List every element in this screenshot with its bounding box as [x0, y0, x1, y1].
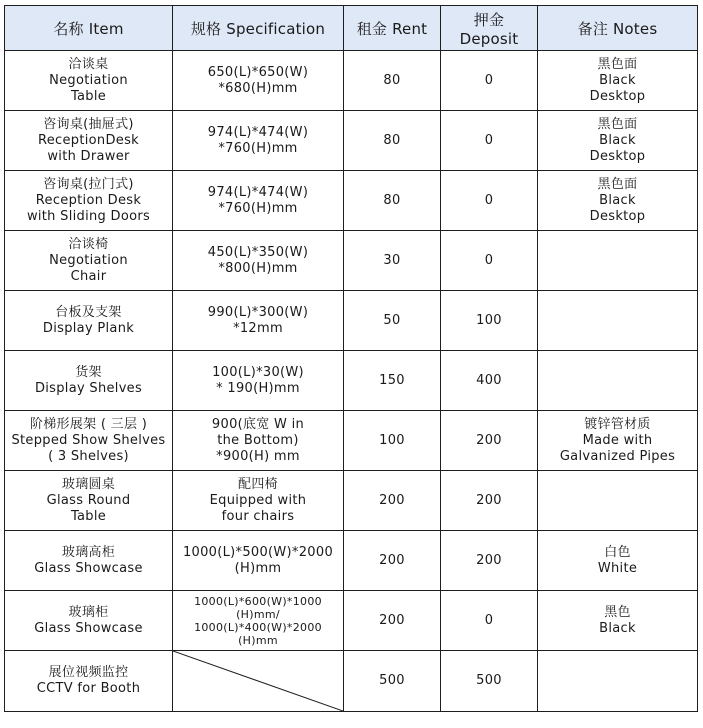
header-rent: 租金 Rent [344, 6, 441, 51]
item-cell-line: Table [70, 88, 107, 104]
item-cell-line: 台板及支架 [55, 304, 122, 320]
spec-cell-line: *680(H)mm [218, 80, 298, 96]
item-cell-line: 咨询桌(抽屉式) [43, 116, 134, 132]
rent-cell: 80 [344, 111, 441, 171]
item-cell-line: with Drawer [47, 148, 130, 164]
item-cell [5, 231, 173, 291]
deposit-cell: 0 [441, 171, 538, 231]
item-cell-line: 玻璃圆桌 [61, 476, 116, 492]
item-cell-line: Reception Desk [35, 192, 142, 208]
header-specification: 规格 Specification [173, 6, 344, 51]
item-cell-line: Chair [70, 268, 107, 284]
header-notes: 备注 Notes [538, 6, 698, 51]
item-cell-line: Stepped Show Shelves [11, 432, 166, 448]
item-cell [5, 651, 173, 712]
item-cell [5, 111, 173, 171]
notes-cell-line: 白色 [604, 544, 631, 560]
item-cell-line: Glass Showcase [34, 560, 143, 576]
notes-cell-line: 黑色 [604, 604, 631, 620]
item-cell [5, 531, 173, 591]
spec-cell-line: 974(L)*474(W) [207, 124, 309, 140]
notes-cell-line: Desktop [589, 148, 646, 164]
table-row [5, 471, 698, 531]
item-cell-line: Display Plank [42, 320, 135, 336]
rent-cell: 30 [344, 231, 441, 291]
item-cell-line: 洽谈桌 [68, 56, 109, 72]
spec-cell-line: Equipped with [209, 492, 307, 508]
item-cell-line: 玻璃柜 [68, 604, 109, 620]
item-cell [5, 351, 173, 411]
spec-cell-line: *760(H)mm [218, 200, 298, 216]
item-cell [5, 471, 173, 531]
deposit-cell: 100 [441, 291, 538, 351]
spec-cell-line: 450(L)*350(W) [207, 244, 309, 260]
deposit-cell: 200 [441, 411, 538, 471]
spec-cell-line: the Bottom) [217, 432, 299, 448]
notes-cell-line: Black [599, 192, 636, 208]
notes-cell-line: Made with [582, 432, 653, 448]
spec-cell [173, 351, 344, 411]
notes-cell-line: 镀锌管材质 [584, 416, 651, 432]
item-cell-line: Display Shelves [34, 380, 143, 396]
item-cell-line: 洽谈椅 [68, 236, 109, 252]
spec-cell-line: 990(L)*300(W) [207, 304, 309, 320]
notes-cell-line: 黑色面 [597, 116, 638, 132]
deposit-cell: 200 [441, 471, 538, 531]
spec-cell-line: four chairs [221, 508, 295, 524]
spec-cell-line: (H)mm [234, 560, 282, 576]
rent-cell: 500 [344, 651, 441, 712]
item-cell [5, 291, 173, 351]
item-cell-line: Negotiation [49, 72, 128, 88]
table-row [5, 351, 698, 411]
table-row [5, 651, 698, 712]
deposit-cell: 500 [441, 651, 538, 712]
spec-cell [173, 231, 344, 291]
item-cell-line: Negotiation [49, 252, 128, 268]
header-row [5, 6, 698, 51]
item-cell [5, 591, 173, 651]
spec-cell-line: *900(H) mm [216, 448, 300, 464]
item-cell-line: CCTV for Booth [36, 681, 141, 696]
notes-cell [538, 231, 698, 291]
item-cell-line: Table [70, 508, 107, 524]
item-cell [5, 411, 173, 471]
spec-cell-line: * 190(H)mm [216, 380, 300, 396]
table-row [5, 171, 698, 231]
rent-cell: 200 [344, 531, 441, 591]
notes-cell [538, 291, 698, 351]
item-cell [5, 51, 173, 111]
deposit-cell: 0 [441, 111, 538, 171]
spec-cell-line: *800(H)mm [218, 260, 298, 276]
rent-cell: 200 [344, 591, 441, 651]
rent-cell: 100 [344, 411, 441, 471]
notes-cell-line: Black [599, 132, 636, 148]
diagonal-line [173, 651, 343, 711]
notes-cell-line: Galvanized Pipes [559, 448, 676, 464]
item-cell-line: with Sliding Doors [26, 208, 151, 224]
spec-cell-line: 1000(L)*500(W)*2000 [182, 544, 334, 560]
rent-cell: 80 [344, 51, 441, 111]
spec-cell [173, 171, 344, 231]
spec-cell-line: 100(L)*30(W) [212, 364, 304, 380]
item-cell-line: 阶梯形展架 ( 三层 ) [29, 416, 148, 432]
notes-cell [538, 651, 698, 712]
rent-cell: 200 [344, 471, 441, 531]
table-row [5, 111, 698, 171]
notes-cell [538, 351, 698, 411]
deposit-cell: 400 [441, 351, 538, 411]
notes-cell [538, 591, 698, 651]
table-row [5, 51, 698, 111]
item-cell-line: ( 3 Shelves) [48, 448, 129, 464]
header-item: 名称 Item [5, 6, 173, 51]
notes-cell [538, 411, 698, 471]
notes-cell-line: 黑色面 [597, 176, 638, 192]
spec-cell-line: 1000(L)*600(W)*1000 [194, 594, 322, 608]
notes-cell [538, 111, 698, 171]
table-row [5, 411, 698, 471]
item-cell-line: ReceptionDesk [38, 132, 139, 148]
rent-cell: 50 [344, 291, 441, 351]
header-deposit: 押金 Deposit [441, 6, 538, 51]
table-row [5, 231, 698, 291]
spec-cell [173, 591, 344, 651]
spec-cell-line: 974(L)*474(W) [207, 184, 309, 200]
notes-cell-line: Black [599, 620, 636, 636]
notes-cell [538, 51, 698, 111]
notes-cell-line: Black [599, 72, 636, 88]
deposit-cell: 0 [441, 51, 538, 111]
item-cell-line: 玻璃高柜 [61, 544, 116, 560]
spec-cell-empty [173, 651, 344, 712]
spec-cell-line: *760(H)mm [218, 140, 298, 156]
item-cell-line: Glass Round [46, 492, 131, 508]
spec-cell-line: 650(L)*650(W) [207, 64, 309, 80]
spec-cell-line: 配四椅 [238, 476, 278, 492]
table-row [5, 531, 698, 591]
notes-cell-line: Desktop [589, 88, 646, 104]
notes-cell [538, 171, 698, 231]
notes-cell-line: 黑色面 [597, 56, 638, 72]
spec-cell [173, 471, 344, 531]
notes-cell [538, 531, 698, 591]
item-cell-line: Glass Showcase [34, 620, 143, 636]
spec-cell-line: (H)mm [238, 633, 278, 647]
table-row [5, 291, 698, 351]
spec-cell-line: 1000(L)*400(W)*2000 [194, 620, 322, 634]
spec-cell-line: 900(底宽 W in [211, 416, 305, 432]
table-body [5, 51, 698, 712]
table-row [5, 591, 698, 651]
deposit-cell: 0 [441, 231, 538, 291]
spec-cell [173, 111, 344, 171]
spec-cell [173, 411, 344, 471]
item-cell [5, 171, 173, 231]
deposit-cell: 0 [441, 591, 538, 651]
spec-cell-line: *12mm [233, 320, 283, 336]
spec-cell [173, 531, 344, 591]
item-cell-line: 货架 [75, 364, 102, 380]
notes-cell-line: White [597, 560, 638, 576]
price-table [4, 5, 698, 712]
rent-cell: 150 [344, 351, 441, 411]
item-cell-line: 展位视频监控 [48, 665, 129, 680]
spec-cell [173, 291, 344, 351]
item-cell-line: 咨询桌(拉门式) [43, 176, 134, 192]
notes-cell [538, 471, 698, 531]
notes-cell-line: Desktop [589, 208, 646, 224]
deposit-cell: 200 [441, 531, 538, 591]
rent-cell: 80 [344, 171, 441, 231]
spec-cell [173, 51, 344, 111]
spec-cell-line: (H)mm/ [236, 607, 280, 621]
